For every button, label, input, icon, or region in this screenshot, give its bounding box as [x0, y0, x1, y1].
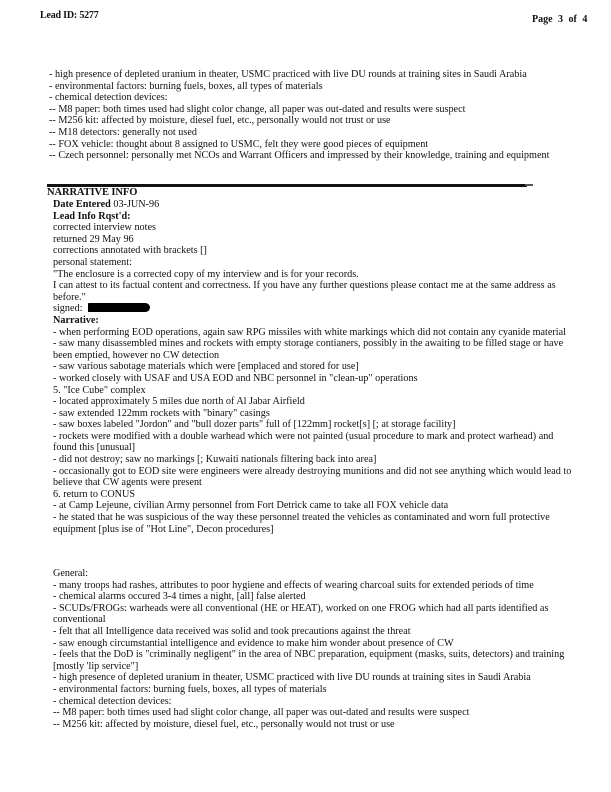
general-line: - SCUDs/FROGs: warheads were all conventional (HE or HEAT), worked on one FROG which had all parts identified as conventional: [53, 602, 549, 626]
signed-label: signed:: [53, 303, 83, 315]
lead-id: Lead ID: 5277: [40, 10, 99, 21]
narrative-line: - rockets were modified with a double warhead which were not painted (usual procedure to mark and protect warhead) and found this [unusual]: [53, 430, 554, 454]
date-entered-row: [53, 199, 573, 211]
redacted-signature: [88, 303, 150, 312]
general-line: - chemical alarms occured 3-4 times a night, [all] false alerted: [53, 591, 306, 603]
lead-info-line: I can attest to its factual content and correctness. If you have any further questions please contact me at the same address as before.": [53, 280, 556, 303]
note-line: -- M256 kit: affected by moisture, diesel fuel, etc., personally would not trust or use: [49, 115, 391, 127]
note-line: - chemical detection devices:: [49, 92, 168, 104]
general-notes: [53, 568, 573, 730]
narrative-line: - when performing EOD operations, again saw RPG missiles with white markings which did not contain any cyanide material: [53, 326, 566, 338]
narrative-line: - saw various sabotage materials which were [emplaced and stored for use]: [53, 361, 359, 373]
general-line: - environmental factors: burning fuels, boxes, all types of materials: [53, 683, 327, 695]
lead-info-label: Lead Info Rqst'd:: [53, 210, 131, 222]
lead-info-line: corrected interview notes: [53, 222, 156, 234]
general-label: General:: [53, 568, 89, 579]
narrative-line: - saw many disassembled mines and rockets with empty storage contianers, possibly in the awaiting to be filled stage or have been emptied, however no CW detection: [53, 338, 564, 361]
narrative-info: [53, 199, 573, 535]
general-line: -- M256 kit: affected by moisture, diesel fuel, etc., personally would not trust or use: [53, 718, 395, 730]
narrative-line: - occasionally got to EOD site were engineers were already destroying munitions and did not see anything which would lead to believe that CW agents were present: [53, 465, 572, 489]
general-line: - saw enough circumstantial intelligence and evidence to make him wonder about presence of CW: [53, 637, 454, 649]
narrative-line: - did not destroy; saw no markings [; Kuwaiti nationals filtering back into area]: [53, 454, 377, 466]
continued-notes: [49, 69, 569, 162]
section-title: NARRATIVE INFO: [47, 187, 138, 198]
general-line: - high presence of depleted uranium in theater, USMC practiced with live DU rounds at training sites in Saudi Arabia: [53, 672, 531, 684]
narrative-line: 5. "Ice Cube" complex: [53, 384, 146, 396]
lead-info-line: personal statement:: [53, 256, 132, 268]
note-line: -- M8 paper: both times used had slight color change, all paper was out-dated and results were suspect: [49, 103, 466, 115]
narrative-line: - saw extended 122mm rockets with "binary" casings: [53, 407, 270, 419]
lead-info-line: "The enclosure is a corrected copy of my interview and is for your records.: [53, 268, 359, 280]
narrative-line: 6. return to CONUS: [53, 488, 136, 500]
general-line: -- M8 paper: both times used had slight color change, all paper was out-dated and results were suspect: [53, 707, 470, 719]
general-line: - chemical detection devices:: [53, 695, 172, 707]
narrative-line: - he stated that he was suspicious of the way these personnel treated the vehicles as contaminated and worn full protective equipment [plus ise of "Hot Line", Decon procedures]: [53, 512, 550, 535]
narrative-label: Narrative:: [53, 314, 99, 326]
date-entered-value: 03-JUN-96: [113, 199, 160, 210]
narrative-line: - located approximately 5 miles due north of Al Jabar Airfield: [53, 396, 305, 408]
lead-info-line: returned 29 May 96: [53, 233, 134, 245]
general-line: - feels that the DoD is "criminally negligent" in the area of NBC preparation, equipment (masks, suits, detectors) and training [mostly 'lip service"]: [53, 649, 565, 672]
date-entered-label: Date Entered: [53, 199, 111, 210]
note-line: - high presence of depleted uranium in theater, USMC practiced with live DU rounds at training sites in Saudi Arabia: [49, 69, 527, 80]
note-line: -- M18 detectors: generally not used: [49, 126, 197, 138]
note-line: - environmental factors: burning fuels, boxes, all types of materials: [49, 80, 323, 92]
signed-row: [53, 303, 573, 315]
narrative-line: - worked closely with USAF and USA EOD and NBC personnel in "clean-up" operations: [53, 372, 418, 384]
general-line: - felt that all Intelligence data received was solid and took precautions against the threat: [53, 625, 411, 637]
narrative-line: - saw boxes labeled "Jordon" and "bull dozer parts" full of [122mm] rocket[s] [; at storage facility]: [53, 419, 456, 431]
lead-info-line: corrections annotated with brackets []: [53, 245, 207, 257]
page-number: Page 3 of 4: [532, 14, 588, 25]
note-line: -- Czech personnel: personally met NCOs and Warrant Officers and impressed by their knowledge, training and equipment: [49, 150, 550, 162]
note-line: -- FOX vehicle: thought about 8 assigned to USMC, felt they were good pieces of equipment: [49, 138, 429, 150]
narrative-line: - at Camp Lejeune, civilian Army personnel from Fort Detrick came to take all FOX vehicle data: [53, 500, 449, 512]
general-line: - many troops had rashes, attributes to poor hygiene and effects of wearing charcoal suits for extended periods of time: [53, 579, 534, 591]
